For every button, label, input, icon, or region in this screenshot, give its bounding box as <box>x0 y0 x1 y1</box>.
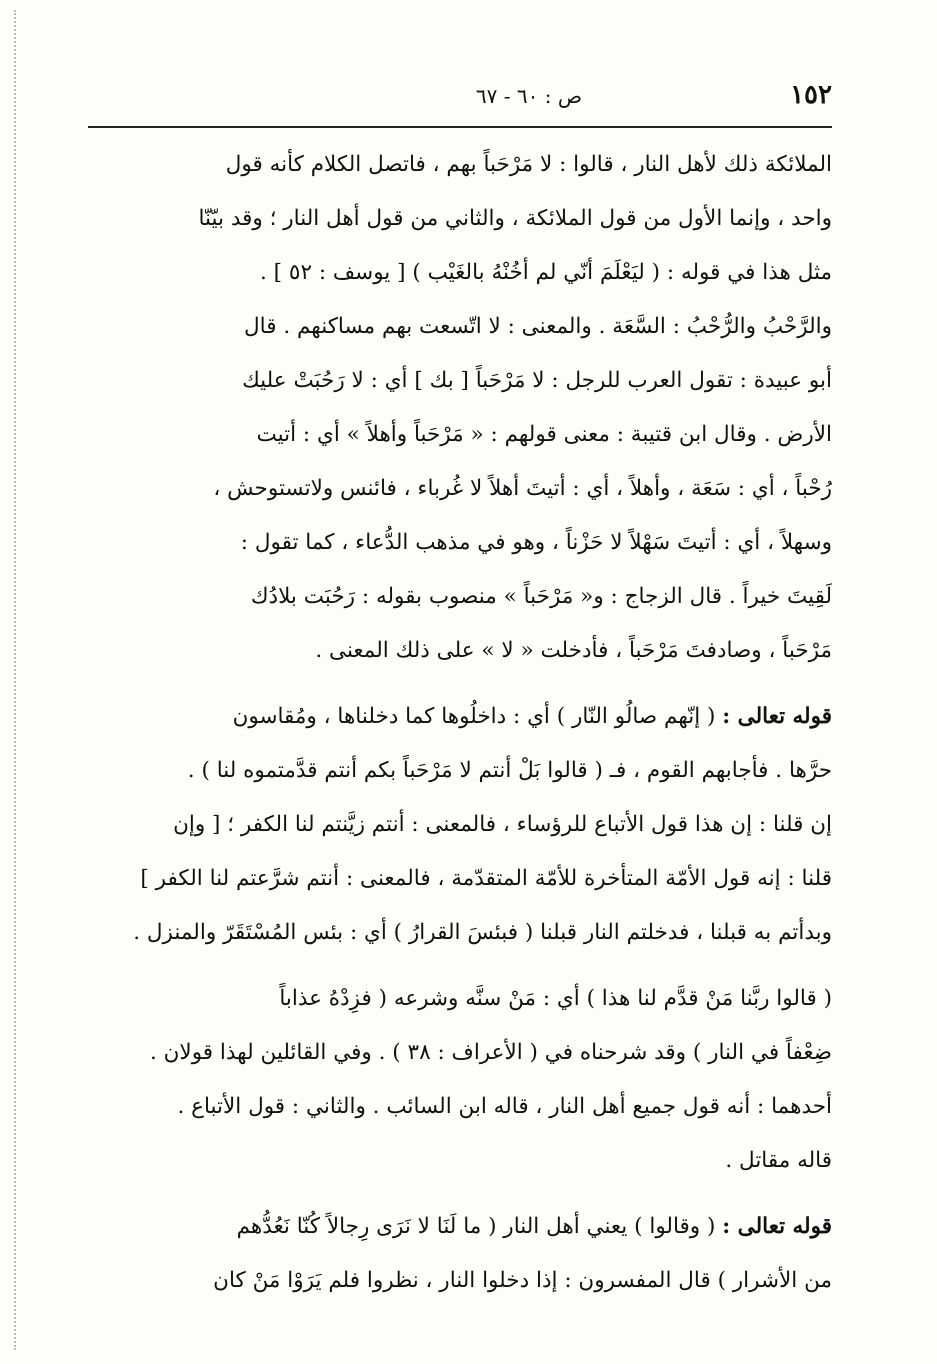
commentary-body <box>92 138 832 1308</box>
verse-reference: ص : ٦٠ - ٦٧ <box>475 84 582 108</box>
text-line: أبو عبيدة : تقول العرب للرجل : لا مَرْحَباً [ بك ] أي : لا رَحُبَتْ عليك <box>242 368 832 393</box>
text-line: ضِعْفاً في النار ) وقد شرحناه في ( الأعراف : ٣٨ ) . وفي القائلين لهذا قولان . <box>149 1040 832 1065</box>
text-line <box>92 690 832 744</box>
text-line: والرَّحْبُ والرُّحْبُ : السَّعَة . والمعنى : لا اتّسعت بهم مساكنهم . قال <box>244 314 832 339</box>
text-line: قاله مقاتل . <box>725 1148 832 1173</box>
page-number: ١٥٢ <box>790 80 832 110</box>
text-line: الملائكة ذلك لأهل النار ، قالوا : لا مَرْحَباً بهم ، فاتصل الكلام كأنه قول <box>225 152 832 177</box>
text-line: وبدأتم به قبلنا ، فدخلتم النار قبلنا ( فبئسَ القرارُ ) أي : بئس المُسْتَقَرّ والمنزل . <box>133 920 832 945</box>
text-line: وسهلاً ، أي : أتيتَ سَهْلاً لا حَزْناً ، وهو في مذهب الدُّعاء ، كما تقول : <box>240 530 832 555</box>
text-line: من الأشرار ) قال المفسرون : إذا دخلوا النار ، نظروا فلم يَرَوْا مَنْ كان <box>213 1268 832 1293</box>
text-line: مَرْحَباً ، وصادفتَ مَرْحَباً ، فأدخلت « لا » على ذلك المعنى . <box>315 638 832 663</box>
text-line <box>92 1200 832 1254</box>
text-line: لَقِيتَ خيراً . قال الزجاج : و« مَرْحَباً » منصوب بقوله : رَحُبَت بلادُك <box>250 584 832 609</box>
header-rule <box>88 126 832 128</box>
text-line: أحدهما : أنه قول جميع أهل النار ، قاله ابن السائب . والثاني : قول الأتباع . <box>177 1094 832 1119</box>
text-segment: ( إنّهم صالُو النّار ) أي : داخلُوها كما دخلناها ، ومُقاسون <box>232 704 723 729</box>
text-segment: ( وقالوا ) يعني أهل النار ( ما لَنَا لا نَرَى رِجالاً كُنّا نَعُدُّهم <box>236 1214 723 1239</box>
paragraph-lead: قوله تعالى : <box>722 1214 832 1239</box>
text-line: قلنا : إنه قول الأمّة المتأخرة للأمّة المتقدّمة ، فالمعنى : أنتم شرَّعتم لنا الكفر ] <box>140 866 832 891</box>
text-line: رُحْباً ، أي : سَعَة ، وأهلاً ، أي : أتيتَ أهلاً لا غُرباء ، فائنس ولاتستوحش ، <box>213 476 832 501</box>
text-line: واحد ، وإنما الأول من قول الملائكة ، والثاني من قول أهل النار ؛ وقد بيّنّا <box>198 206 832 231</box>
page-edge-dots <box>14 10 16 1350</box>
text-line: حرَّها . فأجابهم القوم ، فـ ( قالوا بَلْ أنتم لا مَرْحَباً بكم أنتم قدَّمتموه لنا ) . <box>187 758 832 783</box>
paragraph-lead: قوله تعالى : <box>722 704 832 729</box>
text-line: الأرض . وقال ابن قتيبة : معنى قولهم : « مَرْحَباً وأهلاً » أي : أتيت <box>256 422 832 447</box>
page-header <box>88 78 832 118</box>
text-line: مثل هذا في قوله : ( ليَعْلَمَ أنّي لم أخُنْهُ بالغَيْب ) [ يوسف : ٥٢ ] . <box>260 260 832 285</box>
text-line: ( قالوا ربَّنا مَنْ قدَّم لنا هذا ) أي : مَنْ سنَّه وشرعه ( فزِدْهُ عذاباً <box>279 986 832 1011</box>
text-line: إن قلنا : إن هذا قول الأتباع للرؤساء ، فالمعنى : أنتم زيَّنتم لنا الكفر ؛ [ وإن <box>173 812 832 837</box>
